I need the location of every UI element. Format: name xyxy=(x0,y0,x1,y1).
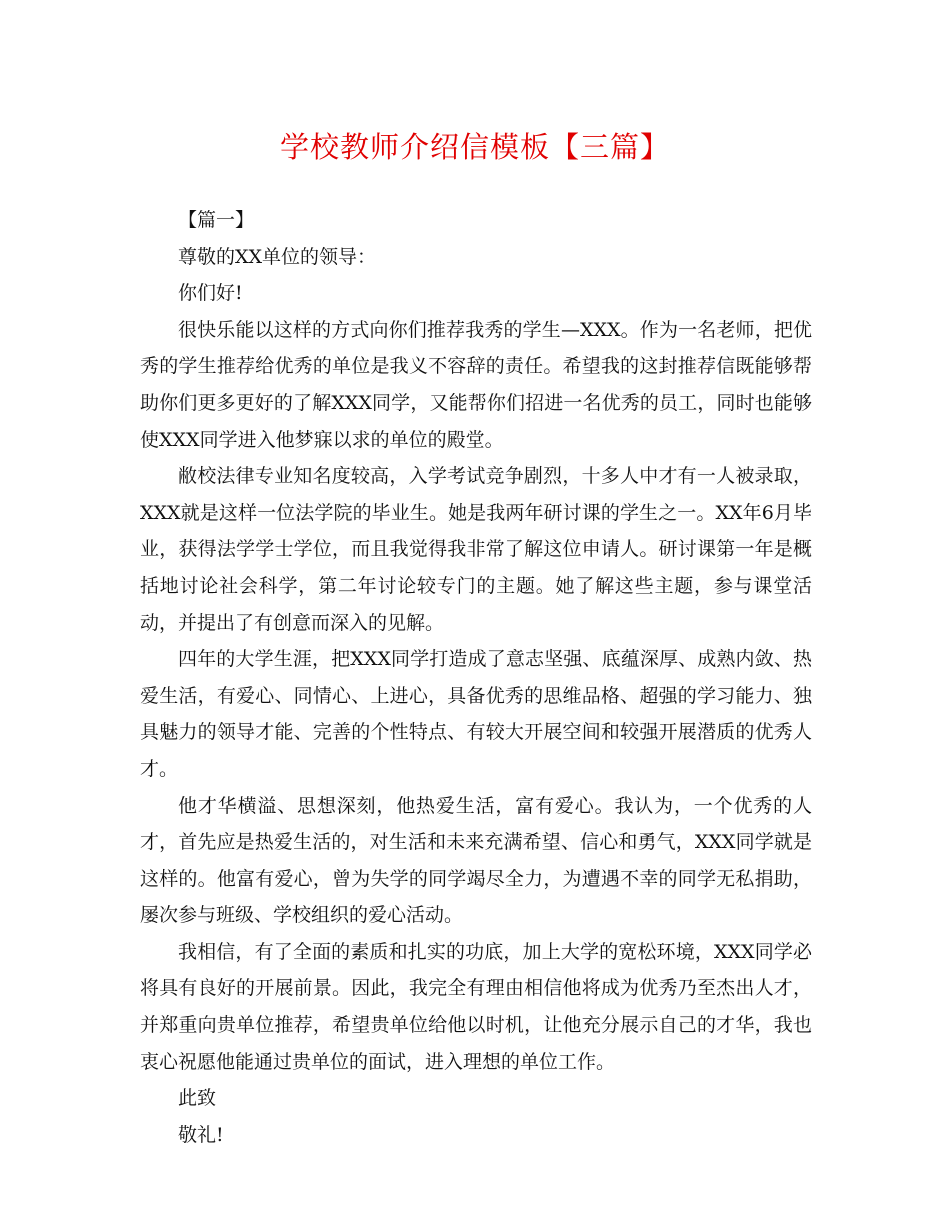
body-paragraph: 很快乐能以这样的方式向你们推荐我秀的学生—XXX。作为一名老师，把优秀的学生推荐给优秀的单位是我义不容辞的责任。希望我的这封推荐信既能够帮助你们更多更好的了解XXX同学，又能帮你们招进一名优秀的员工，同时也能够使XXX同学进入他梦寐以求的单位的殿堂。 xyxy=(140,318,812,451)
document-body xyxy=(140,202,812,1153)
closing-salute: 敬礼! xyxy=(178,1123,224,1146)
closing-line: 此致 xyxy=(178,1087,217,1110)
section-label: 【篇一】 xyxy=(178,209,255,231)
document-title: 学校教师介绍信模板【三篇】 xyxy=(279,130,670,164)
greeting: 你们好! xyxy=(178,282,243,305)
body-paragraph: 我相信，有了全面的素质和扎实的功底，加上大学的宽松环境，XXX同学必将具有良好的开展前景。因此，我完全有理由相信他将成为优秀乃至杰出人才，并郑重向贵单位推荐，希望贵单位给他以时机，让他充分展示自己的才华，我也衷心祝愿他能通过贵单位的面试，进入理想的单位工作。 xyxy=(140,940,812,1073)
body-paragraph: 他才华横溢、思想深刻，他热爱生活，富有爱心。我认为，一个优秀的人才，首先应是热爱生活的，对生活和未来充满希望、信心和勇气，XXX同学就是这样的。他富有爱心，曾为失学的同学竭尽全力，为遭遇不幸的同学无私捐助，屡次参与班级、学校组织的爱心活动。 xyxy=(140,794,812,927)
salutation: 尊敬的XX单位的领导： xyxy=(178,245,377,268)
body-paragraph: 敝校法律专业知名度较高，入学考试竞争剧烈，十多人中才有一人被录取，XXX就是这样一位法学院的毕业生。她是我两年研讨课的学生之一。XX年6月毕业，获得法学学士学位，而且我觉得我非常了解这位申请人。研讨课第一年是概括地讨论社会科学，第二年讨论较专门的主题。她了解这些主题，参与课堂活动，并提出了有创意而深入的见解。 xyxy=(140,465,812,634)
body-paragraph: 四年的大学生涯，把XXX同学打造成了意志坚强、底蕴深厚、成熟内敛、热爱生活，有爱心、同情心、上进心，具备优秀的思维品格、超强的学习能力、独具魅力的领导才能、完善的个性特点、有较大开展空间和较强开展潜质的优秀人才。 xyxy=(140,648,812,780)
